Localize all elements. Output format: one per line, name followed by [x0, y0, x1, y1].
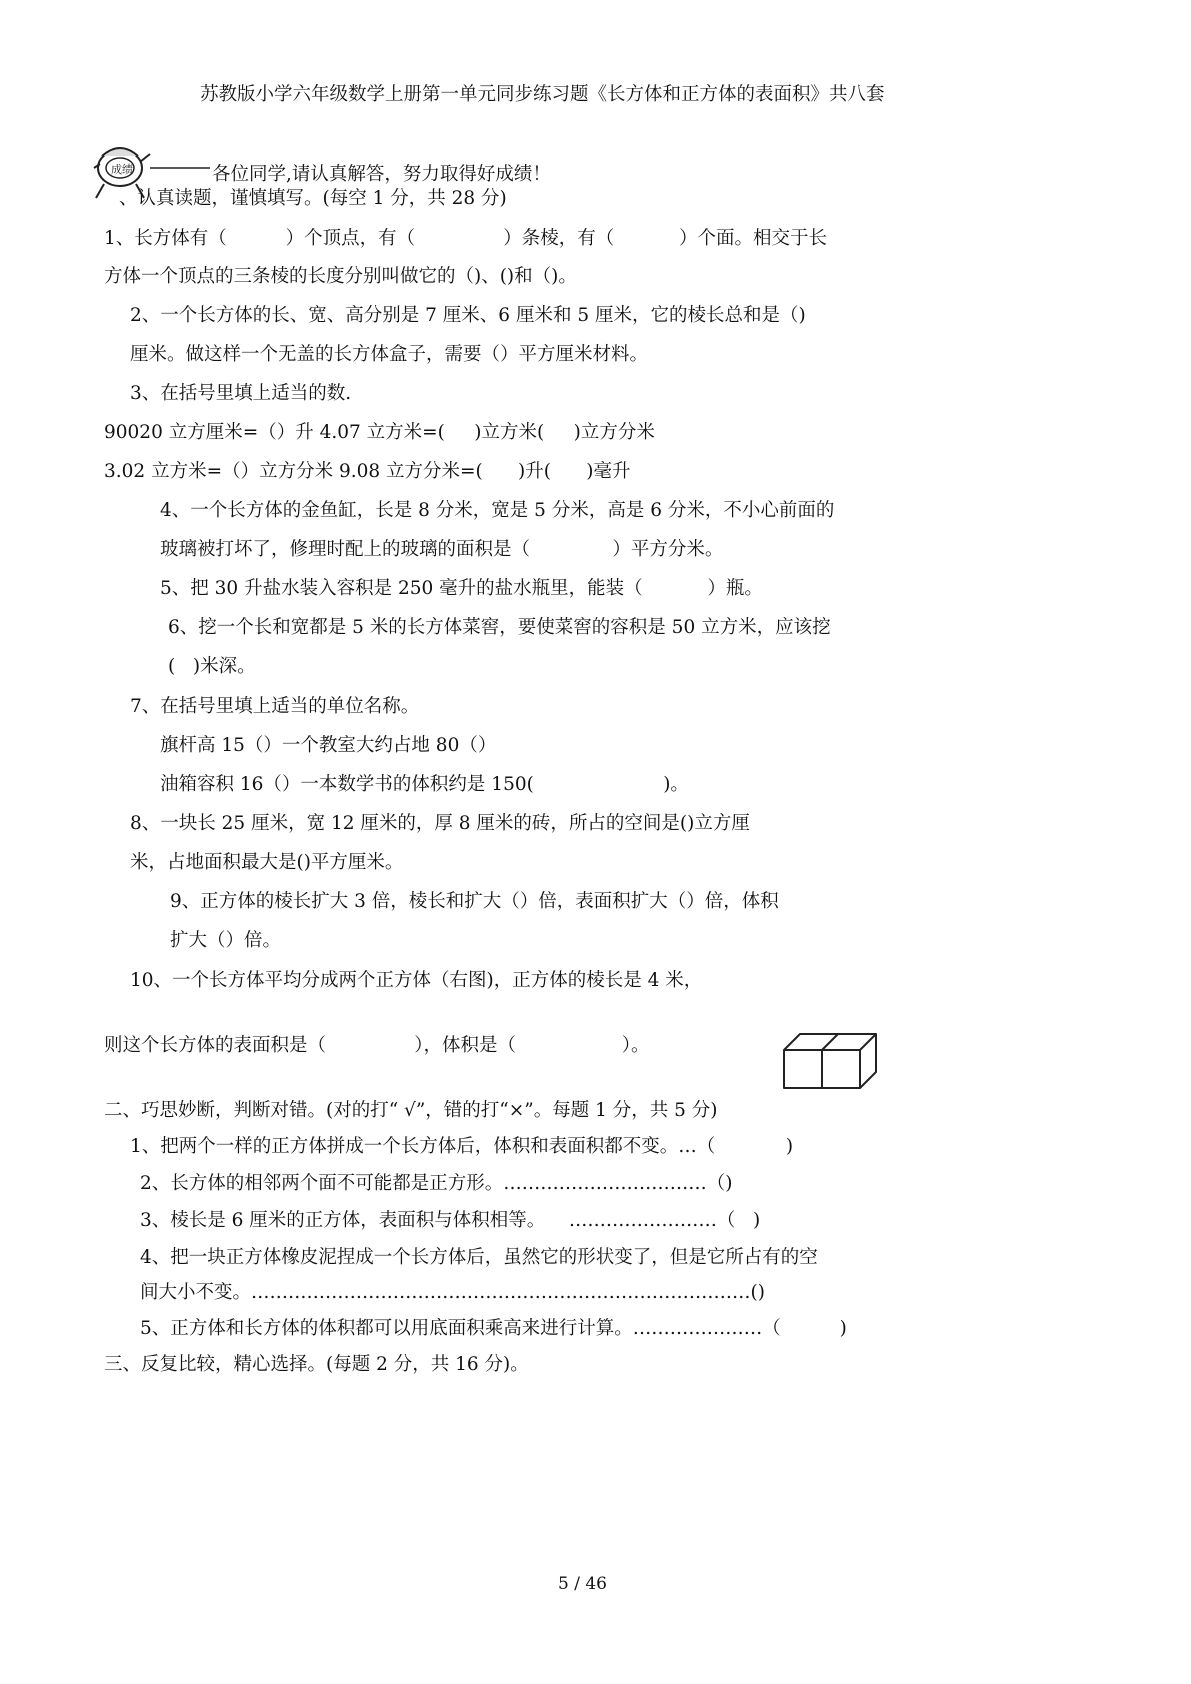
section-3-title: 三、反复比较，精心选择。(每题 2 分，共 16 分)。 — [104, 1354, 529, 1375]
question-10-line-1: 10、一个长方体平均分成两个正方体（右图)，正方体的棱长是 4 米， — [130, 970, 703, 991]
judgment-1: 1、把两个一样的正方体拼成一个长方体后，体积和表面积都不变。…（ ) — [130, 1136, 794, 1157]
mascot-badge-text: 成绩 — [111, 164, 133, 176]
question-4-line-2: 玻璃被打坏了，修理时配上的玻璃的面积是（ ）平方分米。 — [160, 539, 724, 560]
page-number: 5 / 46 — [558, 1574, 607, 1594]
question-9-line-2: 扩大（）倍。 — [170, 930, 282, 951]
question-7-line-2: 油箱容积 16（）一本数学书的体积约是 150( )。 — [160, 774, 689, 795]
judgment-2: 2、长方体的相邻两个面不可能都是正方形。……………………………（) — [140, 1173, 733, 1194]
section-2-title: 二、巧思妙断，判断对错。(对的打“ √”，错的打“×”。每题 1 分，共 5 分) — [104, 1100, 718, 1121]
judgment-4-line-1: 4、把一块正方体橡皮泥捏成一个长方体后，虽然它的形状变了，但是它所占有的空 — [140, 1247, 818, 1268]
question-4-line-1: 4、一个长方体的金鱼缸，长是 8 分米，宽是 5 分米，高是 6 分米，不小心前面的 — [160, 500, 835, 521]
question-7-line-1: 旗杆高 15（）一个教室大约占地 80（） — [160, 735, 497, 756]
document-header-title: 苏教版小学六年级数学上册第一单元同步练习题《长方体和正方体的表面积》共八套 — [200, 84, 885, 105]
two-cubes-figure — [782, 1030, 878, 1092]
judgment-3: 3、棱长是 6 厘米的正方体，表面积与体积相等。 ……………………（ ) — [140, 1210, 761, 1231]
question-1-line-1: 1、长方体有（ ）个顶点，有（ ）条棱，有（ ）个面。相交于长 — [104, 228, 827, 249]
banner-text: 各位同学,请认真解答，努力取得好成绩！ — [212, 164, 551, 185]
question-7-heading: 7、在括号里填上适当的单位名称。 — [130, 696, 420, 717]
section-1-title: 、认真读题，谨慎填写。(每空 1 分，共 28 分) — [119, 188, 507, 209]
question-2-line-2: 厘米。做这样一个无盖的长方体盒子，需要（）平方厘米材料。 — [130, 344, 649, 365]
question-10-line-2: 则这个长方体的表面积是（ ），体积是（ ）。 — [104, 1035, 650, 1056]
question-1-line-2: 方体一个顶点的三条棱的长度分别叫做它的（)、()和（)。 — [104, 266, 577, 287]
question-3-line-2: 3.02 立方米=（）立方分米 9.08 立方分米=( )升( )毫升 — [104, 461, 631, 482]
question-3-heading: 3、在括号里填上适当的数. — [130, 383, 352, 404]
judgment-5: 5、正方体和长方体的体积都可以用底面积乘高来进行计算。…………………（ ) — [140, 1318, 847, 1339]
question-6-line-1: 6、挖一个长和宽都是 5 米的长方体菜窖，要使菜窖的容积是 50 立方米，应该挖 — [168, 617, 831, 638]
question-8-line-2: 米，占地面积最大是()平方厘米。 — [130, 852, 404, 873]
question-5: 5、把 30 升盐水装入容积是 250 毫升的盐水瓶里，能装（ ）瓶。 — [160, 578, 763, 599]
question-6-line-2: ( )米深。 — [168, 656, 256, 677]
judgment-4-line-2: 间大小不变。………………………………………………………………………() — [140, 1282, 765, 1303]
question-9-line-1: 9、正方体的棱长扩大 3 倍，棱长和扩大（）倍，表面积扩大（）倍，体积 — [170, 891, 779, 912]
question-8-line-1: 8、一块长 25 厘米，宽 12 厘米的，厚 8 厘米的砖，所占的空间是()立方厘 — [130, 813, 750, 834]
question-2-line-1: 2、一个长方体的长、宽、高分别是 7 厘米、6 厘米和 5 厘米，它的棱长总和是（) — [130, 305, 806, 326]
question-3-line-1: 90020 立方厘米=（）升 4.07 立方米=( )立方米( )立方分米 — [104, 422, 655, 443]
